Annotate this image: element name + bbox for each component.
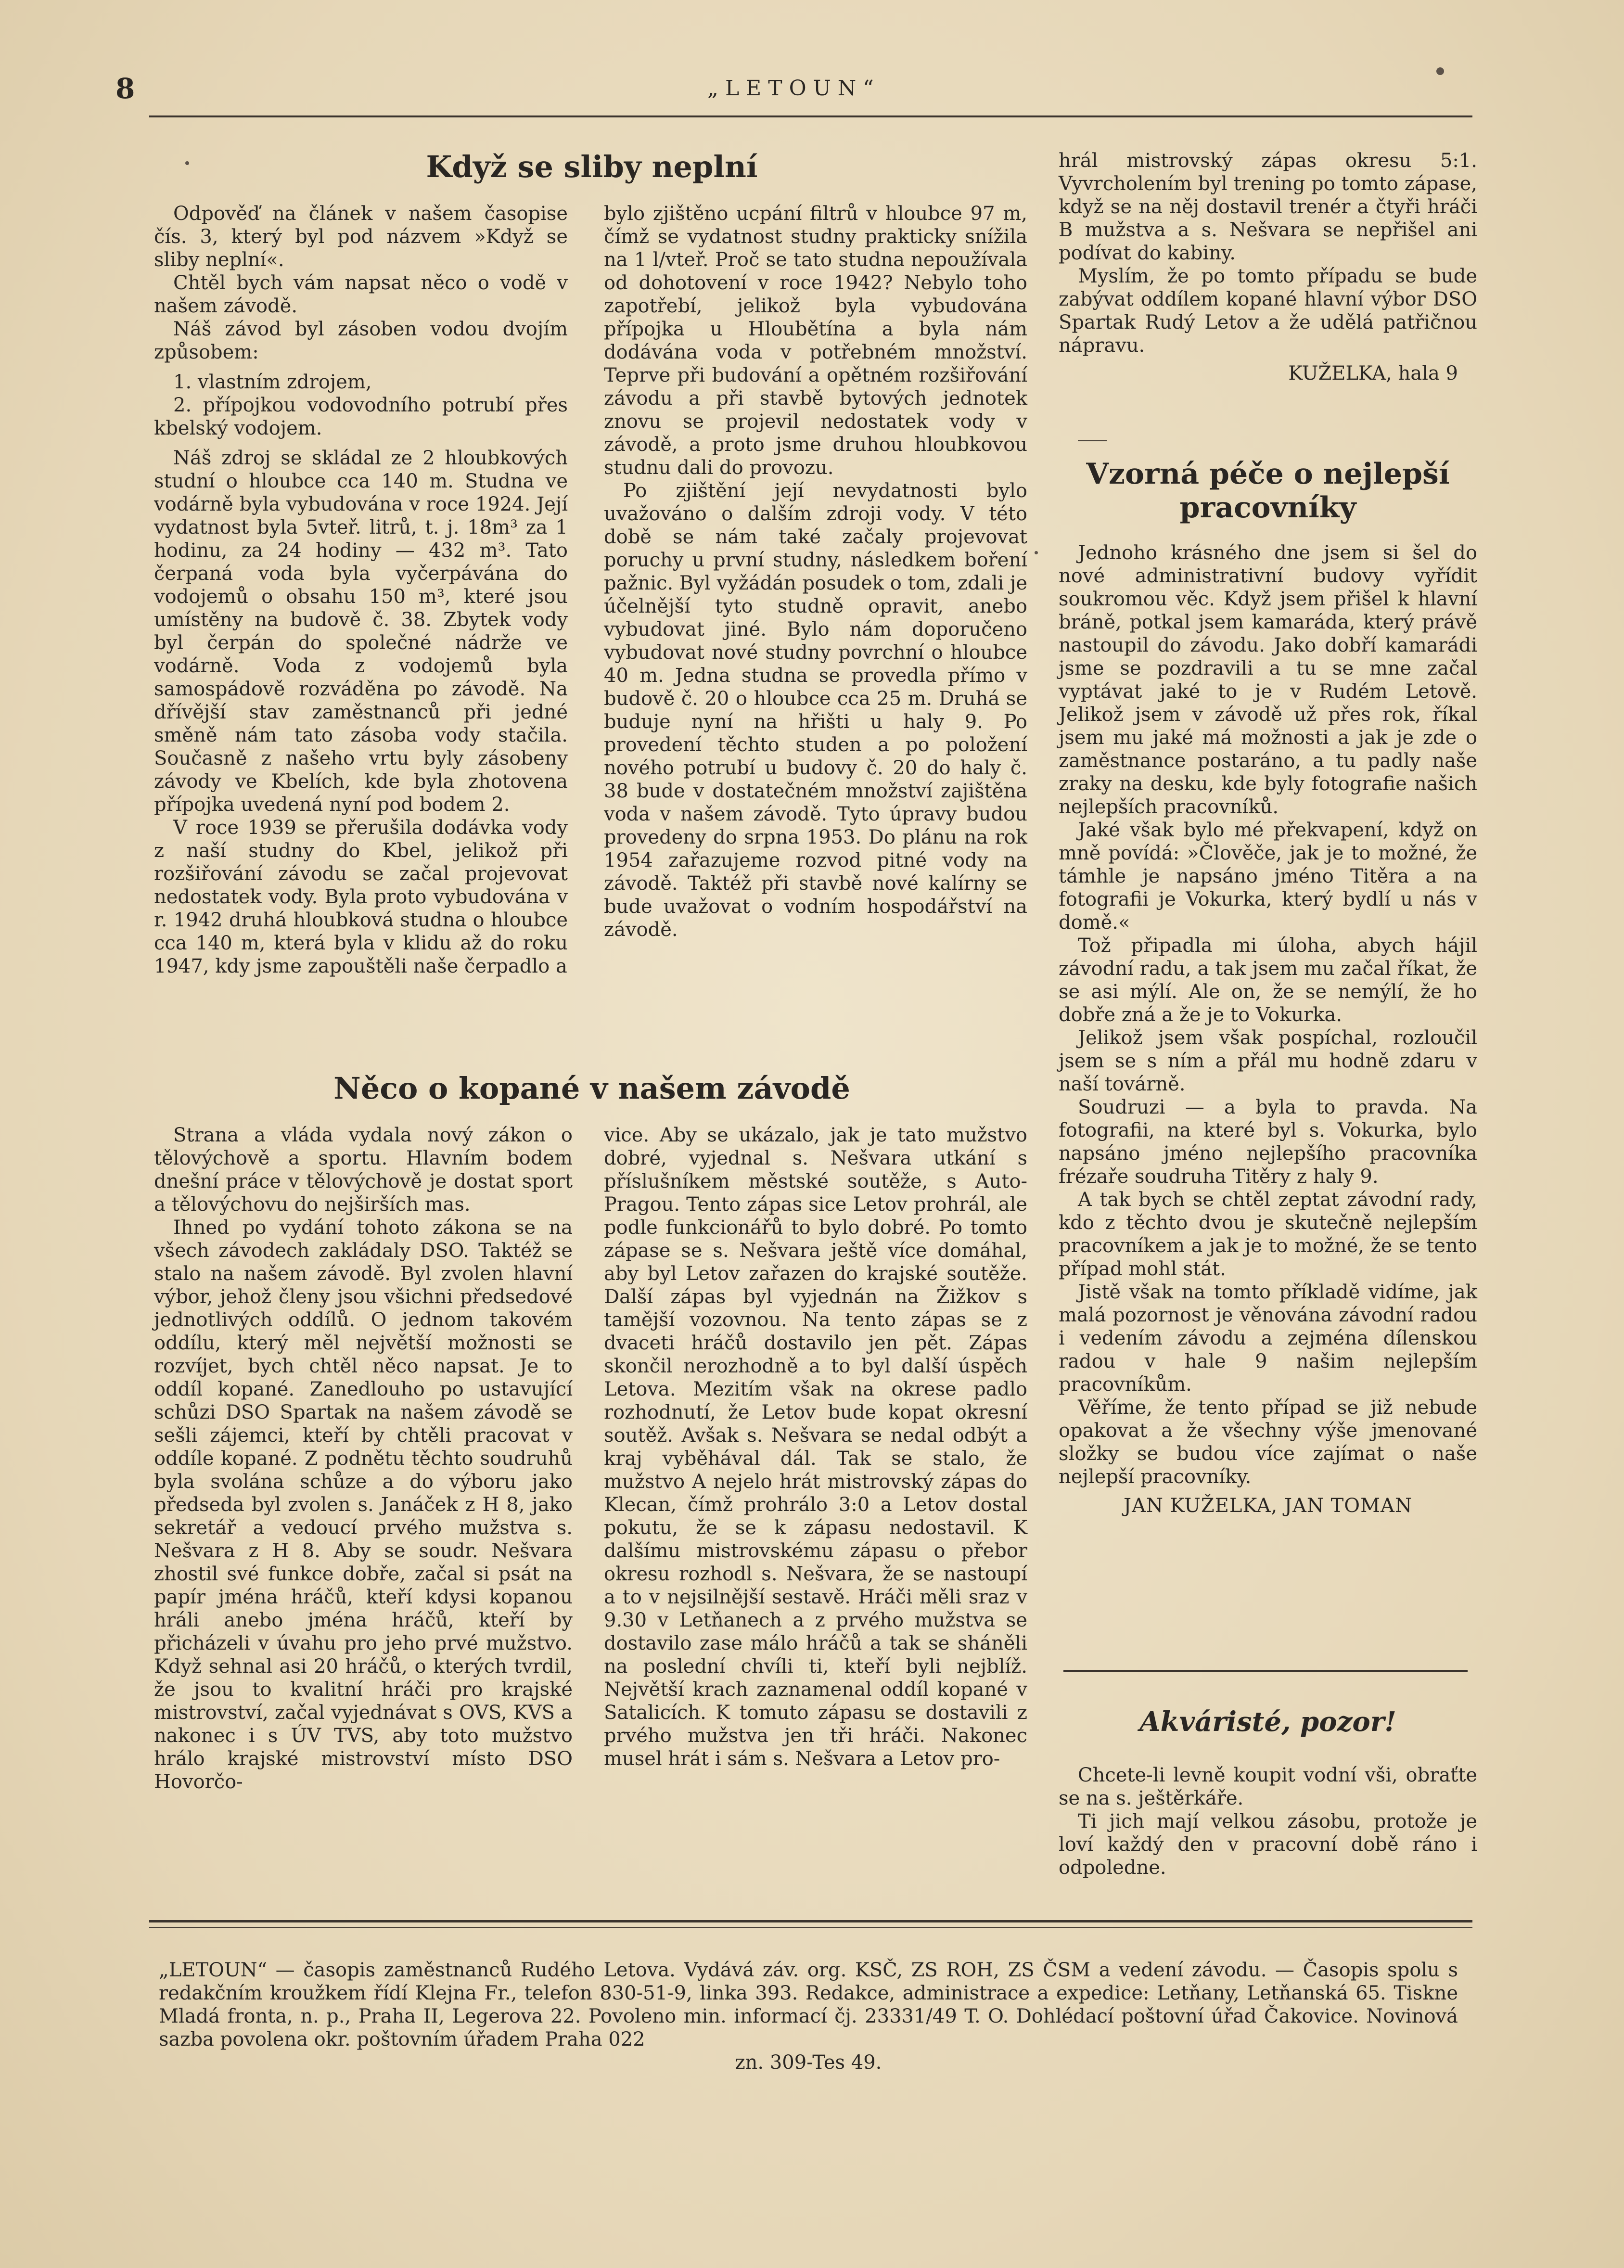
footer-rule-thin (149, 1927, 1472, 1928)
paragraph: Po zjištění její nevydatnosti bylo uvažováno o dalším zdroji vody. V této době se nám také začaly projevovat poruchy u první studny, následkem boření pažnic. Byl vyžádán posudek o tom, zdali je účelnější tyto studně opravit, anebo vybudovat jiné. Bylo nám doporučeno vybudovat nové studny povrchní o hloubce 40 m. Jedna studna se provedla přímo v budově č. 20 o hloubce cca 25 m. Druhá se buduje nyní na hřišti u haly 9. Po provedení těchto studen a po položení nového potrubí u budovy č. 20 do haly č. 38 bude v dostatečném množství zajištěna voda v našem závodě. Tyto úpravy budou provedeny do srpna 1953. Do plánu na rok 1954 zařazujeme rozvod pitné vody na závodě. Taktéž při stavbě nové kalírny se bude uvažovat o vodním hospodářství na závodě. (604, 480, 1027, 941)
title-line: pracovníky (1179, 491, 1356, 525)
article-football-column-3 (1059, 149, 1477, 385)
signature: KUŽELKA, hala 9 (1288, 362, 1458, 384)
article-title-aquarists: Akváristé, pozor! (1139, 1706, 1396, 1738)
paragraph: Soudruzi — a byla to pravda. Na fotografii, na které byl s. Vokurka, bylo napsáno jméno nejlepšího pracovníka frézaře soudruha Titěry z haly 9. (1059, 1096, 1477, 1188)
header-rule (149, 115, 1472, 117)
paragraph: Věříme, že tento případ se již nebude opakovat a že všechny výše jmenované složky se budou více zajímat o naše nejlepší pracovníky. (1059, 1397, 1477, 1488)
paragraph: Náš zdroj se skládal ze 2 hloubkových studní o hloubce cca 140 m. Studna ve vodárně byla vybudována v roce 1924. Její vydatnost byla 5vteř. litrů, t. j. 18m³ za 1 hodinu, za 24 hodiny — 432 m³. Tato čerpaná voda byla vyčerpávána do vodojemů o obsahu 150 m³, které jsou umístěny na budově č. 38. Zbytek vody byl čerpán do společné nádrže ve vodárně. Voda z vodojemů byla samospádově rozváděna po závodě. Na dřívější stav zaměstnanců při jedné směně nám tato zásoba vody stačila. Současně z našeho vrtu byly zásobeny závody ve Kbelích, kde byla zhotovena přípojka uvedená nyní pod bodem 2. (154, 447, 568, 816)
page-header (115, 72, 1472, 115)
paragraph: A tak bych se chtěl zeptat závodní rady, kdo z těchto dvou je skutečně nejlepším pracovníkem a jak je to možné, že se tento případ mohl stát. (1059, 1189, 1477, 1280)
paper-speck (185, 161, 189, 165)
paper-speck (1436, 67, 1444, 75)
paragraph: Jaké však bylo mé překvapení, když on mně povídá: »Člověče, jak je to možné, že támhle je napsáno jméno Titěra a na fotografii je Vokurka, který bydlí u nás v domě.« (1059, 819, 1477, 934)
paragraph: Strana a vláda vydala nový zákon o tělovýchově a sportu. Hlavním bodem dnešní práce v tělovýchově je dostat sport a tělovýchovu do nejširších mas. (154, 1124, 573, 1216)
paragraph: Jednoho krásného dne jsem si šel do nové administrativní budovy vyřídit soukromou věc. Když jsem přišel k hlavní bráně, potkal jsem kamaráda, který právě nastoupil do závodu. Jako dobří kamarádi jsme se pozdravili a tu se mne začal vyptávat jaké to je v Rudém Letově. Jelikož jsem v závodě už přes rok, říkal jsem mu jaké má možnosti a jak je zde o zaměstnance postaráno, a tu padly naše zraky na desku, kde byly fotografie našich nejlepších pracovníků. (1059, 542, 1477, 818)
article-football-column-2 (604, 1124, 1027, 1770)
list-item: 1. vlastním zdrojem, (173, 371, 372, 393)
paragraph: Chcete-li levně koupit vodní vši, obraťte se na s. ještěrkáře. (1059, 1764, 1477, 1809)
article-football-column-1 (154, 1124, 573, 1794)
paragraph: Chtěl bych vám napsat něco o vodě v našem závodě. (154, 272, 568, 317)
article-aquarists-column (1059, 1764, 1477, 1879)
article-water-column-2 (604, 202, 1027, 941)
paragraph: bylo zjištěno ucpání filtrů v hloubce 97 m, čímž se vydatnost studny prakticky snížila na 1 l/vteř. Proč se tato studna nepoužívala od dohotovení v roce 1942? Nebylo toho zapotřebí, jelikož byla vybudována přípojka u Hloubětína a byla nám dodávána voda v potřebném množství. Teprve při budování a opětném rozšiřování závodu a při stavbě bytových jednotek znovu se projevil nedostatek vody v závodě, a proto jsme druhou hloubkovou studnu dali do provozu. (604, 203, 1027, 479)
footer-rule (149, 1920, 1472, 1922)
article-title-football: Něco o kopané v našem závodě (333, 1071, 850, 1106)
paragraph: Myslím, že po tomto případu se bude zabývat oddílem kopané hlavní výbor DSO Spartak Rudý Letov a že udělá patřičnou nápravu. (1059, 265, 1477, 357)
imprint-text: „LETOUN“ — časopis zaměstnanců Rudého Letova. Vydává záv. org. KSČ, ZS ROH, ZS ČSM a vedení závodu. — Časopis spolu s redakčním kroužkem řídí Klejna Fr., telefon 830-51-9, linka 393. Redakce, administrace a expedice: Letňany, Letňanská 65. Tiskne Mladá fronta, n. p., Praha II, Legerova 22. Povoleno min. informací čj. 23331/49 T. O. Dohlédací poštovní úřad Čakovice. Novinová sazba povolena okr. poštovním úřadem Praha 022 (159, 1959, 1458, 2050)
paragraph: vice. Aby se ukázalo, jak je tato mužstvo dobré, vyjednal s. Nešvara utkání s příslušníkem městské soutěže, s Auto-Pragou. Tento zápas sice Letov prohrál, ale podle funkcionářů to bylo dobré. Po tomto zápase se s. Nešvara ještě více domáhal, aby byl Letov zařazen do krajské soutěže. Další zápas byl vyjednán na Žižkov s tamější vozovnou. Na tento zápas se z dvaceti hráčů dostavilo jen pět. Zápas skončil nerozhodně a to byl další úspěch Letova. Mezitím však na okrese padlo rozhodnutí, že Letov bude kopat okresní soutěž. Avšak s. Nešvara se nedal odbýt a kraj vyběhával dál. Tak se stalo, že mužstvo A nejelo hrát mistrovský zápas do Klecan, čímž prohrálo 3:0 a Letov dostal pokutu, že se k zápasu nedostavil. K dalšímu mistrovskému zápasu o přebor okresu rozhodl s. Nešvara, že se nastoupí a to v nejsilnější sestavě. Hráči měli sraz v 9.30 v Letňanech a z prvého mužstva se dostavilo zase málo hráčů a tak se sháněli na poslední chvíli ti, kteří byli nejblíž. Největší krach zaznamenal oddíl kopané v Satalicích. K tomuto zápasu se dostavili z prvého mužstva jen tři hráči. Nakonec musel hrát i sám s. Nešvara a Letov pro- (604, 1124, 1027, 1770)
paragraph: Jelikož jsem však pospíchal, rozloučil jsem se s ním a přál mu hodně zdaru v naší továrně. (1059, 1027, 1477, 1095)
paragraph: V roce 1939 se přerušila dodávka vody z naší studny do Kbel, jelikož při rozšiřování závodu se začal projevovat nedostatek vody. Byla proto vybudována v r. 1942 druhá hloubková studna o hloubce cca 140 m, která byla v klidu až do roku 1947, kdy jsme zapouštěli naše čerpadlo a (154, 817, 568, 977)
article-title-care (1059, 457, 1477, 525)
section-divider (1063, 1670, 1468, 1672)
paragraph: Ti jich mají velkou zásobu, protože je loví každý den v pracovní době ráno i odpoledne. (1059, 1810, 1477, 1879)
paragraph: Ihned po vydání tohoto zákona se na všech závodech zakládaly DSO. Taktéž se stalo na našem závodě. Byl zvolen hlavní výbor, jehož členy jsou všichni předsedové jednotlivých oddílů. O jednom takovém oddílu, který měl největší možnosti se rozvíjet, bych chtěl něco napsat. Je to oddíl kopané. Zanedlouho po ustavující schůzi DSO Spartak na našem závodě se sešli zájemci, kteří by chtěli pracovat v oddíle kopané. Z podnětu těchto soudruhů byla svolána schůze a do výboru jako předseda byl zvolen s. Janáček z H 8, jako sekretář a vedoucí prvého mužstva s. Nešvara z H 8. Aby se soudr. Nešvara zhostil své funkce dobře, začal si psát na papír jména hráčů, kteří kdysi kopanou hráli anebo jména hráčů, kteří by přicházeli v úvahu pro jeho prvé mužstvo. Když sehnal asi 20 hráčů, o kterých tvrdil, že jsou to kvalitní hráči pro krajské mistrovství, začal vyjednávat s OVS, KVS a nakonec i s ÚV TVS, aby toto mužstvo hrálo krajské mistrovství místo DSO Hovorčo- (154, 1217, 573, 1793)
article-title-water: Když se sliby neplní (426, 149, 758, 184)
list-item: 2. přípojkou vodovodního potrubí přes kbelský vodojem. (154, 394, 568, 439)
article-care-column (1059, 541, 1477, 1517)
signature: JAN KUŽELKA, JAN TOMAN (1124, 1495, 1412, 1517)
title-line: Vzorná péče o nejlepší (1086, 457, 1450, 491)
section-divider (1078, 440, 1107, 441)
article-water-column-1 (154, 202, 568, 978)
imprint (159, 1959, 1458, 2074)
paper-speck (1035, 551, 1038, 554)
imprint-last-line: zn. 309-Tes 49. (735, 2051, 882, 2074)
paragraph: Odpověď na článek v našem časopise čís. 3, který byl pod názvem »Když se sliby neplní«. (154, 203, 568, 271)
publication-title: „LETOUN“ (707, 76, 881, 101)
paragraph: Náš závod byl zásoben vodou dvojím způsobem: (154, 318, 568, 363)
page-number: 8 (115, 72, 135, 105)
paragraph: Jistě však na tomto příkladě vidíme, jak malá pozornost je věnována závodní radou i vedením závodu a zejména dílenskou radou v hale 9 našim nejlepším pracovníkům. (1059, 1281, 1477, 1396)
paragraph: Tož připadla mi úloha, abych hájil závodní radu, a tak jsem mu začal říkat, že se asi mýlí. Ale on, že se nemýlí, že ho dobře zná a že je to Vokurka. (1059, 935, 1477, 1026)
paragraph: hrál mistrovský zápas okresu 5:1. Vyvrcholením byl trening po tomto zápase, když se na něj dostavil trenér a čtyři hráči B mužstva a s. Nešvara se nepřišel ani podívat do kabiny. (1059, 150, 1477, 264)
